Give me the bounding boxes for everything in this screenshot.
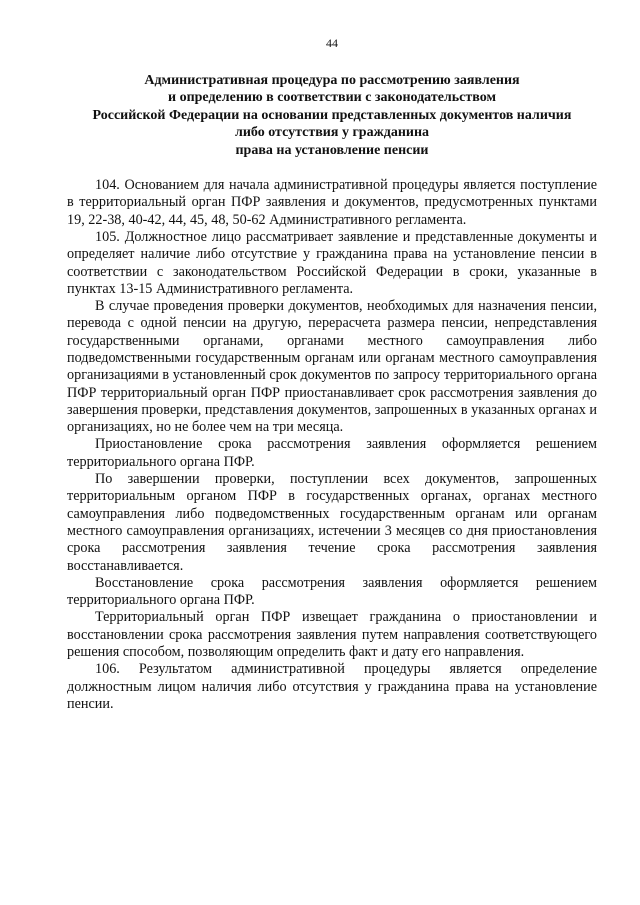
body-text	[67, 177, 597, 713]
paragraph-verification: В случае проведения проверки документов, необходимых для назначения пенсии, перевода с одной пенсии на другую, перерасчета размера пенсии, непредставления государственными органами, органами местного самоуправления либо подведомственными государственным органам или органам местного самоуправления организациями в установленный срок документов по запросу территориального органа ПФР территориальный орган ПФР приостанавливает срок рассмотрения заявления до завершения проверки, представления документов, запрошенных в указанных органах и организациях, но не более чем на три месяца.	[67, 298, 597, 436]
title-line: права на установление пенсии	[235, 142, 429, 158]
title-line: либо отсутствия у гражданина	[234, 125, 430, 141]
paragraph-104: 104. Основанием для начала административной процедуры является поступление в территориальный орган ПФР заявления и документов, предусмотренных пунктами 19, 22-38, 40-42, 44, 45, 48, 50-62 Административного регламента.	[67, 177, 597, 228]
page-number: 44	[326, 36, 338, 50]
paragraph-restoration-decision: Восстановление срока рассмотрения заявления оформляется решением территориального органа ПФР.	[67, 574, 597, 609]
paragraph-notification: Территориальный орган ПФР извещает гражданина о приостановлении и восстановлении срока рассмотрения заявления путем направления соответствующего решения способом, позволяющим определить факт и дату его направления.	[67, 609, 597, 661]
title-line: Российской Федерации на основании представленных документов наличия	[92, 107, 572, 123]
title-line: и определению в соответствии с законодательством	[168, 90, 496, 106]
paragraph-suspension-decision: Приостановление срока рассмотрения заявления оформляется решением территориального органа ПФР.	[67, 436, 597, 470]
title-line: Административная процедура по рассмотрению заявления	[144, 73, 520, 88]
paragraph-106: 106. Результатом административной процедуры является определение должностным лицом наличия либо отсутствия у гражданина права на установление пенсии.	[67, 661, 597, 712]
document-page	[67, 36, 597, 713]
paragraph-restoration: По завершении проверки, поступлении всех документов, запрошенных территориальным органом ПФР в государственных органах, органах местного самоуправления либо подведомственных государственным органам или органам местного самоуправления организациях, истечении 3 месяцев со дня приостановления срока рассмотрения заявления течение срока рассмотрения заявления восстанавливается.	[67, 471, 597, 574]
section-title	[67, 72, 597, 159]
paragraph-105: 105. Должностное лицо рассматривает заявление и представленные документы и определяет наличие либо отсутствие у гражданина права на установление пенсии в соответствии с законодательством Российской Федерации в сроки, указанные в пунктах 13-15 Административного регламента.	[67, 228, 597, 297]
